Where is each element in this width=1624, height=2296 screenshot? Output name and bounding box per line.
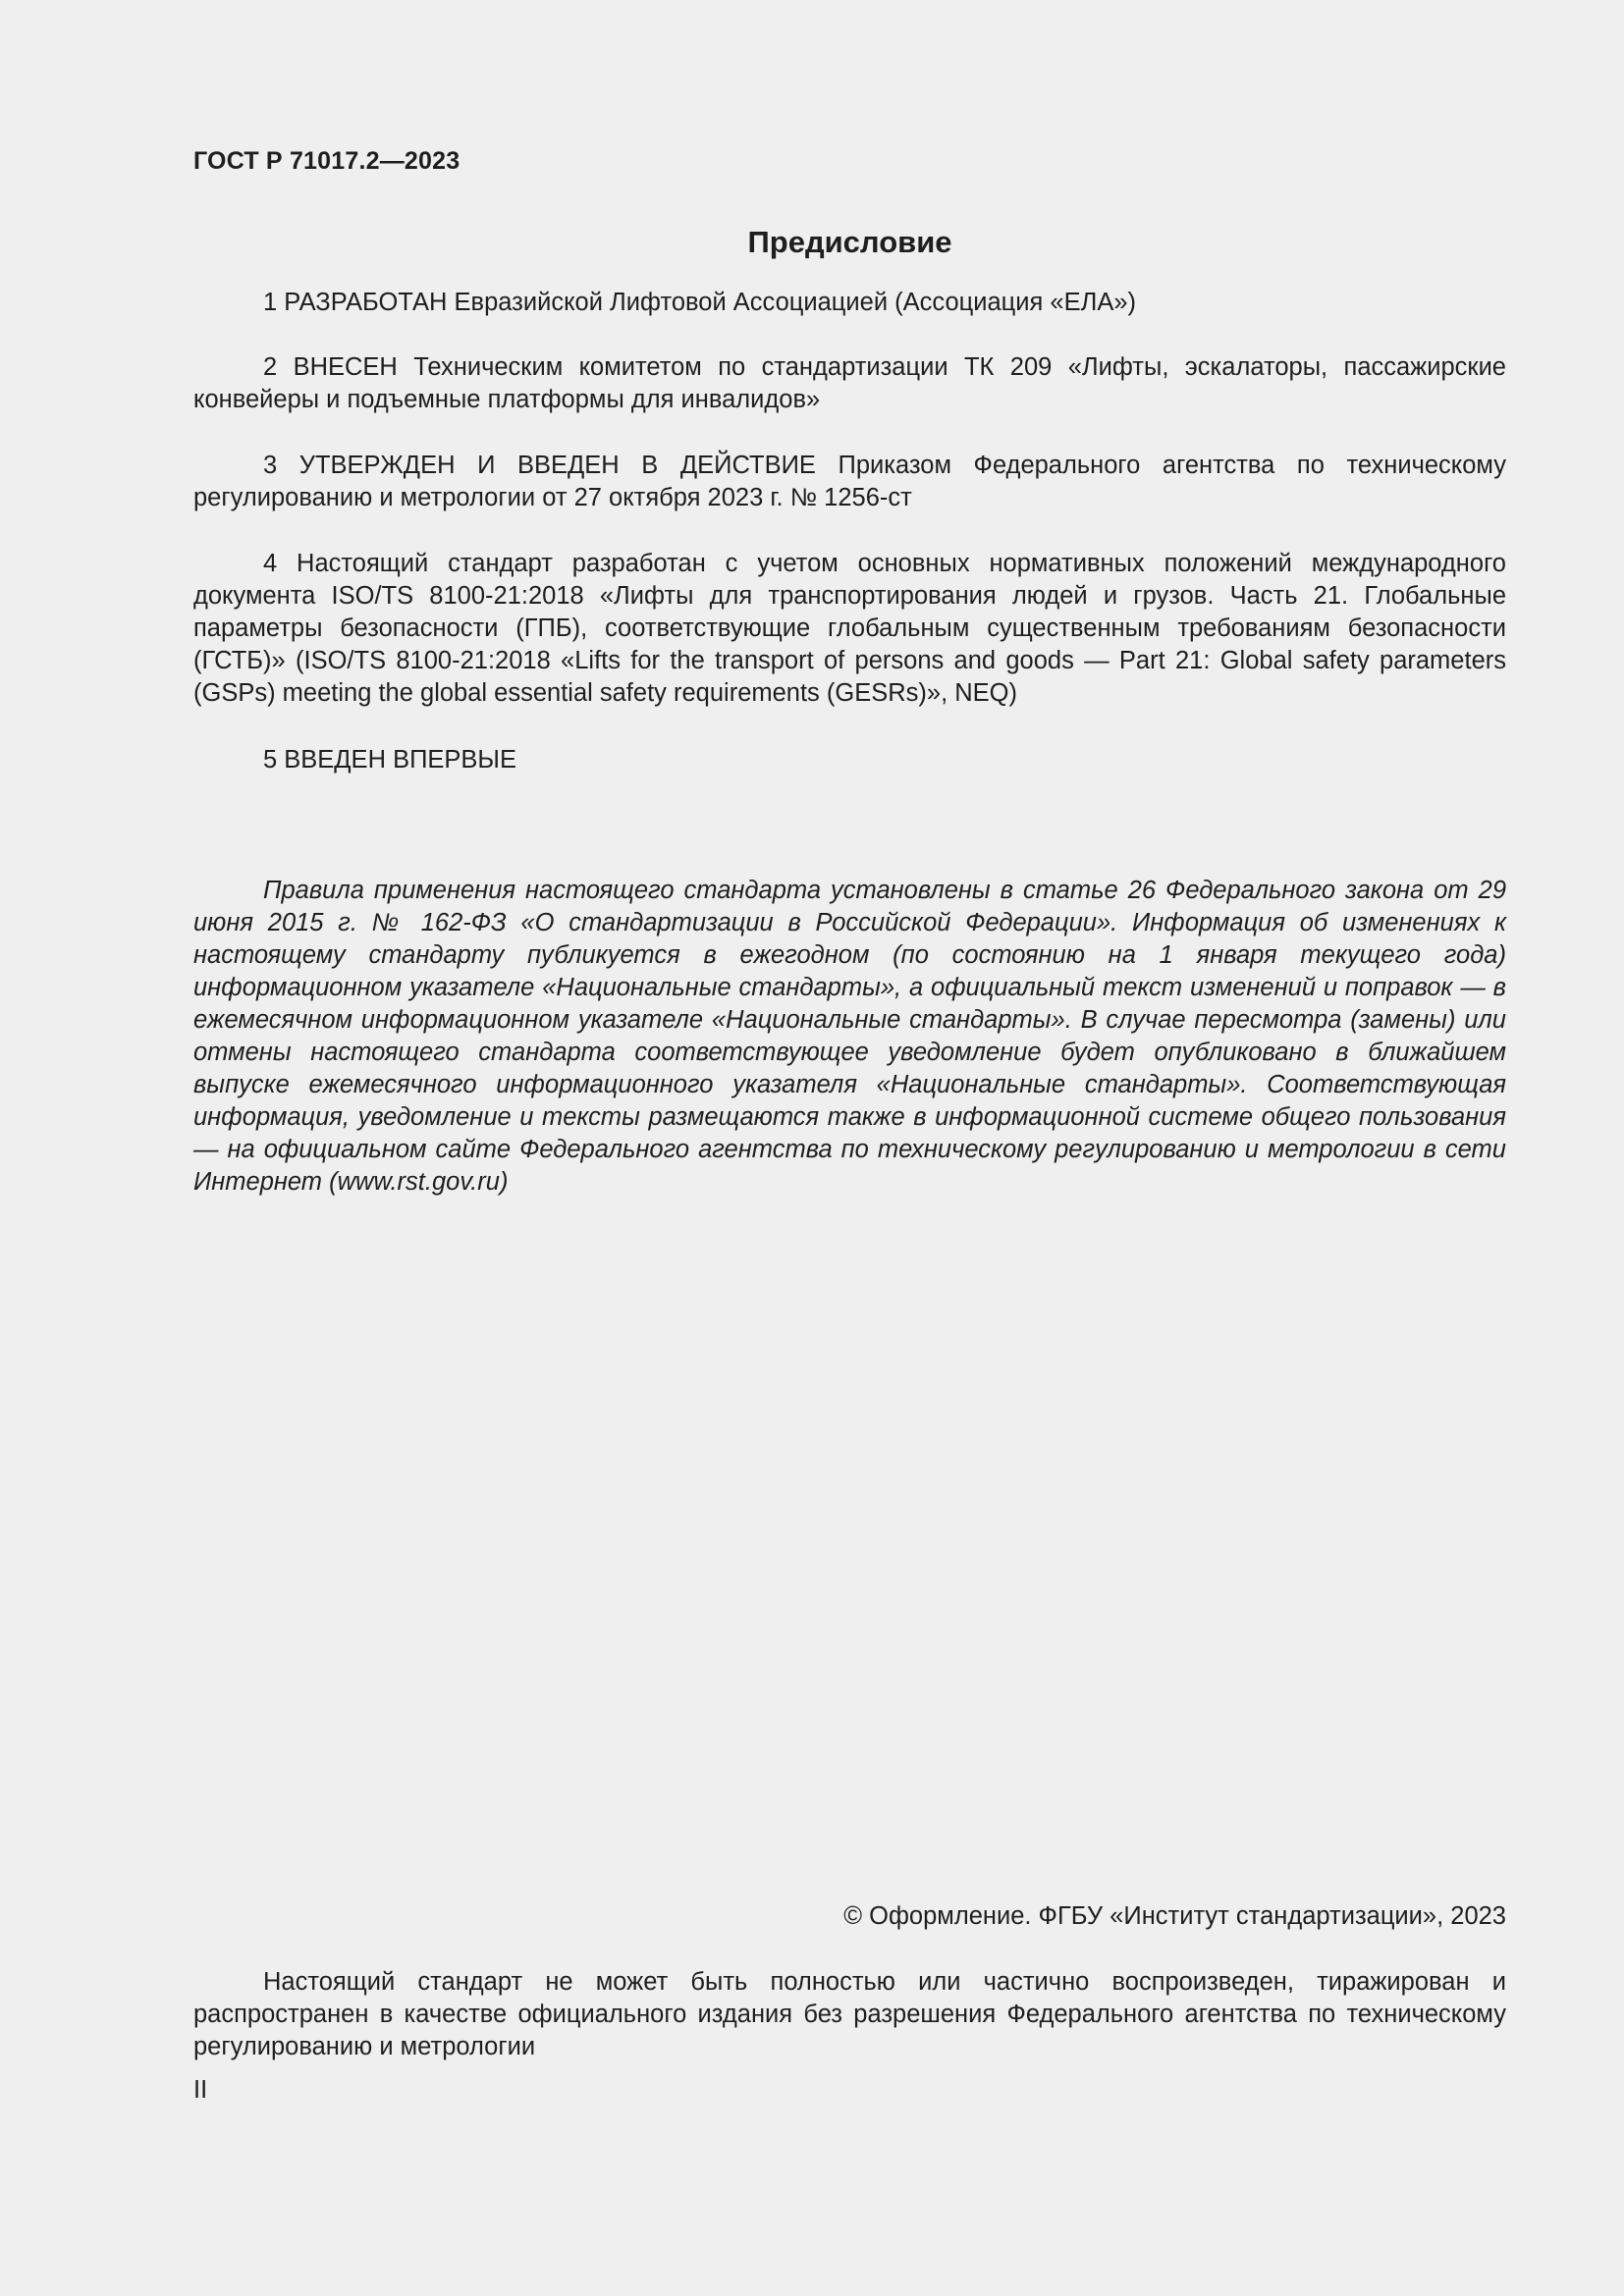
copyright-line: © Оформление. ФГБУ «Институт стандартизации», 2023 bbox=[843, 1902, 1506, 1930]
page-title: Предисловие bbox=[747, 225, 952, 259]
page-number: II bbox=[193, 2076, 208, 2104]
document-code: ГОСТ Р 71017.2—2023 bbox=[193, 147, 460, 175]
reproduction-notice: Настоящий стандарт не может быть полностью или частично воспроизведен, тиражирован и распространен в качестве официального издания без разрешения Федерального агентства по техническому регулированию и метрологии bbox=[193, 1968, 1506, 2060]
rules-notice: Правила применения настоящего стандарта установлены в статье 26 Федерального закона от 29 июня 2015 г. № 162-ФЗ «О стандартизации в Российской Федерации». Информация об изменениях к настоящему стандарту публикуется в ежегодном (по состоянию на 1 января текущего года) информационном указателе «Национальные стандарты», а официальный текст изменений и поправок — в ежемесячном информационном указателе «Национальные стандарты». В случае пересмотра (замены) или отмены настоящего стандарта соответствующее уведомление будет опубликовано в ближайшем выпуске ежемесячного информационного указателя «Национальные стандарты». Соответствующая информация, уведомление и тексты размещаются также в информационной системе общего пользования — на официальном сайте Федерального агентства по техническому регулированию и метрологии в сети Интернет (www.rst.gov.ru) bbox=[193, 877, 1506, 1196]
foreword-item-1: 1 РАЗРАБОТАН Евразийской Лифтовой Ассоциацией (Ассоциация «ЕЛА») bbox=[263, 289, 1137, 316]
foreword-item-3: 3 УТВЕРЖДЕН И ВВЕДЕН В ДЕЙСТВИЕ Приказом Федерального агентства по техническому регулированию и метрологии от 27 октября 2023 г. № 1256-ст bbox=[193, 452, 1506, 511]
foreword-item-2: 2 ВНЕСЕН Техническим комитетом по стандартизации ТК 209 «Лифты, эскалаторы, пассажирские конвейеры и подъемные платформы для инвалидов» bbox=[193, 353, 1506, 413]
foreword-item-4: 4 Настоящий стандарт разработан с учетом основных нормативных положений международного документа ISO/TS 8100-21:2018 «Лифты для транспортирования людей и грузов. Часть 21. Глобальные параметры безопасности (ГПБ), соответствующие глобальным существенным требованиям безопасности (ГСТБ)» (ISO/TS 8100-21:2018 «Lifts for the transport of persons and goods — Part 21: Global safety parameters (GSPs) meeting the global essential safety requirements (GESRs)», NEQ) bbox=[193, 550, 1506, 707]
foreword-item-5: 5 ВВЕДЕН ВПЕРВЫЕ bbox=[263, 746, 517, 774]
